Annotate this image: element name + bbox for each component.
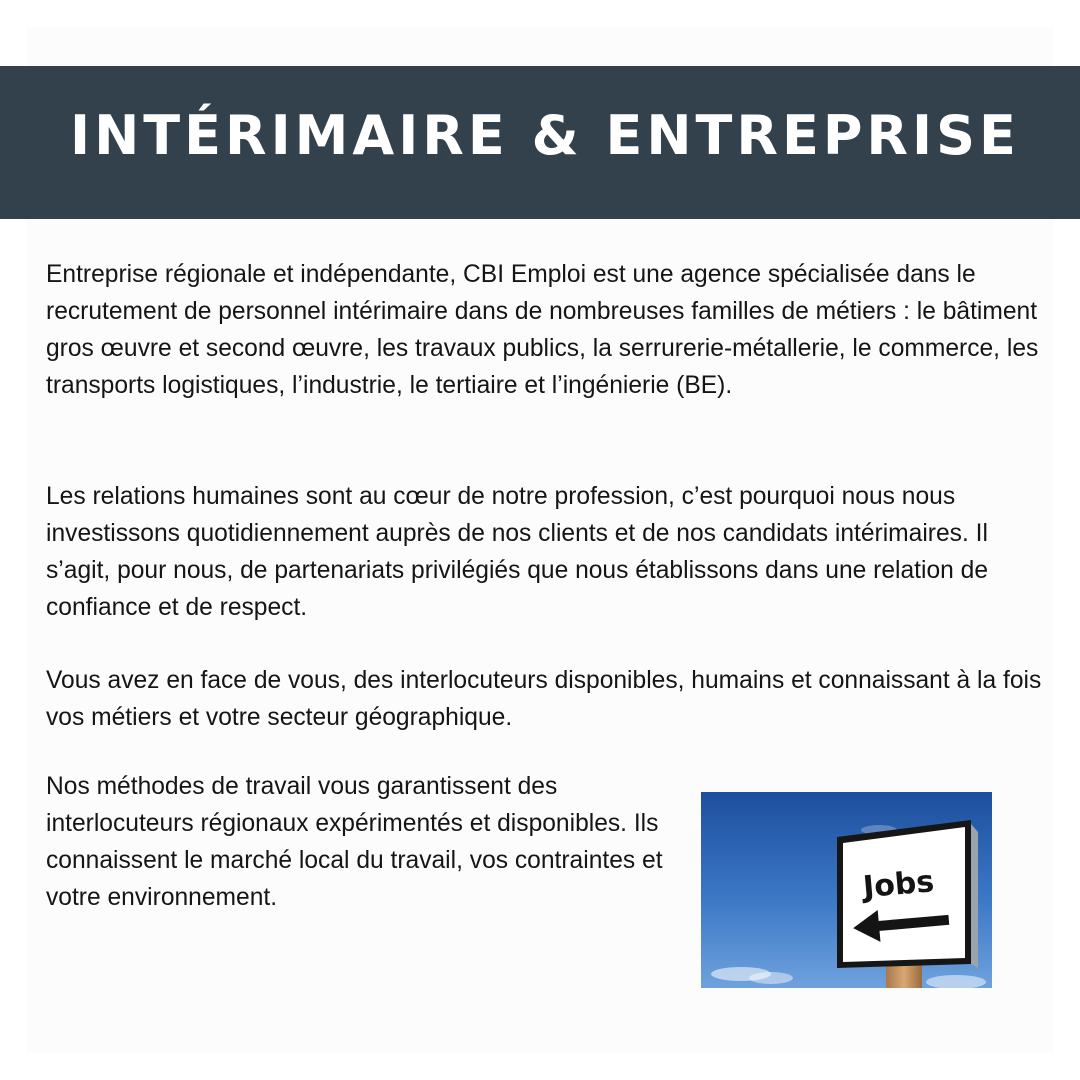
page-title: INTÉRIMAIRE & ENTREPRISE bbox=[70, 104, 1020, 167]
sign-label: Jobs bbox=[861, 864, 936, 906]
paragraph-interlocutors: Vous avez en face de vous, des interlocuteurs disponibles, humains et connaissant à la fois vos métiers et votre secteur géographique. bbox=[46, 667, 1042, 731]
cloud bbox=[749, 972, 793, 984]
jobs-sign-photo bbox=[701, 792, 992, 988]
paragraph-methods: Nos méthodes de travail vous garantissent des interlocuteurs régionaux expérimentés et disponibles. Ils connaissent le marché local du travail, vos contraintes et votre environnement. bbox=[46, 773, 663, 911]
paragraph-relations: Les relations humaines sont au cœur de notre profession, c’est pourquoi nous nous investissons quotidiennement auprès de nos clients et de nos candidats intérimaires. Il s’agit, pour nous, de partenariats privilégiés que nous établissons dans une relation de confiance et de respect. bbox=[46, 483, 988, 621]
paragraph-intro: Entreprise régionale et indépendante, CBI Emploi est une agence spécialisée dans le recrutement de personnel intérimaire dans de nombreuses familles de métiers : le bâtiment gros œuvre et second œuvre, les travaux publics, la serrurerie-métallerie, le commerce, les transports logistiques, l’industrie, le tertiaire et l’ingénierie (BE). bbox=[46, 261, 1039, 399]
sign-edge bbox=[971, 824, 978, 968]
